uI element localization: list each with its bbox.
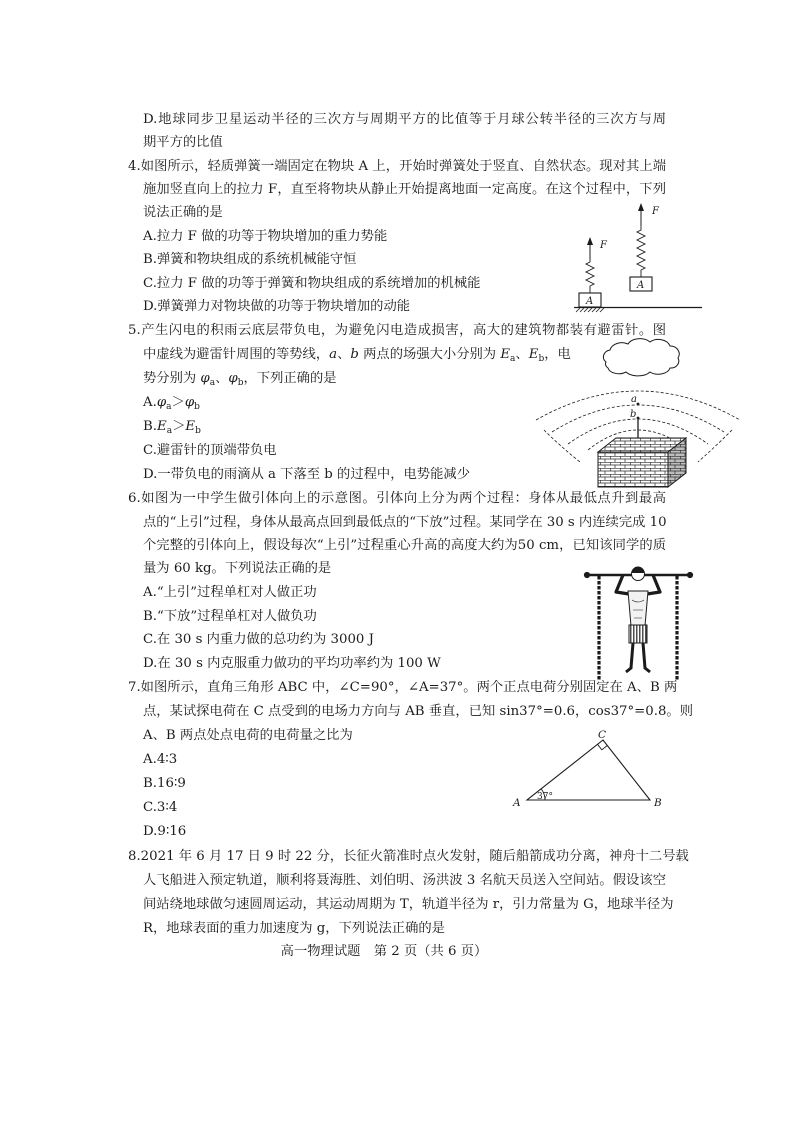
q5-option-d: D.一带负电的雨滴从 a 下落至 b 的过程中，电势能减少 [143,467,470,482]
subscript-a: a [510,354,516,364]
q4-option-d: D.弹簧弹力对物块做的功等于物块增加的动能 [143,299,411,314]
stem-text: 、 [337,347,351,362]
var-phi: φ [184,395,195,410]
option-letter: A. [143,395,157,410]
q6-stem-line-4: 量为 60 kg。下列说法正确的是 [143,561,332,576]
q7-stem-line-1: 7.如图所示，直角三角形 ABC 中，∠C=90°，∠A=37°。两个正点电荷分别固定在 A、B 两 [128,680,678,695]
q6-option-b: B.“下放”过程单杠对人做负功 [143,609,317,624]
q5-option-a [143,393,666,413]
q3-option-d-line-2: 期平方的比值 [143,135,223,150]
stem-text: 势分别为 [143,371,201,386]
stem-text: ，下列正确的是 [243,371,337,386]
vertex-a-label: A [513,797,521,809]
q6-option-c: C.在 30 s 内重力做的总功约为 3000 J [143,632,374,647]
q4-stem-line-3: 说法正确的是 [143,205,223,220]
q8-stem-line-3: 间站绕地球做匀速圆周运动，其运动周期为 T，轨道半径为 r，引力常量为 G，地球半径为 [143,897,674,912]
q4-option-c: C.拉力 F 做的功等于弹簧和物块组成的系统增加的机械能 [143,276,481,291]
vertex-b-label: B [654,797,662,809]
q5-stem-line-3 [143,369,666,389]
q6-option-a: A.“上引”过程单杠对人做正功 [143,585,317,600]
stem-text: 、 [215,371,229,386]
equipotential-line [698,430,732,462]
q3-option-d-line-1: D.地球同步卫星运动半径的三次方与周期平方的比值等于月球公转半径的三次方与周 [143,112,666,127]
q4-stem-line-1: 4.如图所示，轻质弹簧一端固定在物块 A 上，开始时弹簧处于竖直、自然状态。现对其上端 [128,159,666,174]
var-phi: φ [228,371,238,386]
q7-option-b: B.16∶9 [143,776,186,791]
subscript-a: a [209,378,216,388]
point-a-label: a [631,394,637,405]
q8-stem-line-4: R，地球表面的重力加速度为 g，下列说法正确的是 [143,921,445,936]
page-footer: 高一物理试题 第 2 页（共 6 页） [280,944,488,959]
q5-option-c: C.避雷针的顶端带负电 [143,443,277,458]
q4-option-b: B.弹簧和物块组成的系统机械能守恒 [143,252,357,267]
stem-text: 、 [515,347,529,362]
option-letter: B. [143,419,157,434]
subscript-b: b [195,426,201,436]
force-label: F [600,240,607,251]
subscript-b: b [194,402,200,412]
q7-option-c: C.3∶4 [143,800,178,815]
q4-stem-line-2: 施加竖直向上的拉力 F，直至将物块从静止开始提离地面一定高度。在这个过程中，下列 [143,182,666,197]
var-a: a [329,347,338,362]
q7-stem-line-3: A、B 两点处点电荷的电荷量之比为 [143,728,353,743]
q6-stem-line-2: 点的“上引”过程，身体从最高点回到最低点的“下放”过程。某同学在 30 s 内连续完成 10 [143,515,667,530]
force-label: F [652,206,659,217]
q6-stem-line-3: 个完整的引体向上，假设每次“上引”过程重心升高的高度大约为50 cm，已知该同学的质 [143,538,666,553]
q5-stem-line-2 [143,345,571,365]
stem-text: ，电 [544,347,571,362]
subscript-b: b [237,378,244,388]
q8-stem-line-2: 人飞船进入预定轨道，顺利将聂海胜、刘伯明、汤洪波 3 名航天员送入空间站。假设该空 [143,873,666,888]
q4-option-a: A.拉力 F 做的功等于物块增加的重力势能 [143,229,388,244]
bar-end [687,572,692,577]
subscript-a: a [166,402,172,412]
var-e: E [500,347,511,362]
var-phi: φ [156,395,167,410]
var-b: b [350,347,359,362]
q7-option-d: D.9∶16 [143,824,187,839]
vertex-c-label: C [598,729,607,741]
var-phi: φ [200,371,210,386]
stem-text: 中虚线为避雷针周围的等势线， [143,347,330,362]
q5-stem-line-1: 5.产生闪电的积雨云底层带负电，为避免闪电造成损害，高大的建筑物都装有避雷针。图 [128,323,666,338]
block-a-label: A [586,296,594,307]
q8-stem-line-1: 8.2021 年 6 月 17 日 9 时 22 分，长征火箭准时点火发射，随后船箭成功分离，神舟十二号载 [128,849,689,864]
greater-than-sign: ＞ [171,395,185,410]
q5-option-b [143,417,666,437]
subscript-a: a [166,426,173,436]
var-e: E [157,419,167,434]
q7-option-a: A.4∶3 [143,752,178,767]
block-a-label: A [637,280,645,291]
q7-stem-line-2: 点，某试探电荷在 C 点受到的电场力方向与 AB 垂直，已知 sin37°=0.6，cos37°=0.8。则 [143,704,694,719]
greater-than-sign: ＞ [172,419,186,434]
point-b-label: b [630,409,637,420]
subscript-b: b [538,354,545,364]
stem-text: 两点的场强大小分别为 [358,347,501,362]
var-e: E [528,347,539,362]
var-e: E [185,419,196,434]
angle-a-label: 37° [537,792,553,802]
q6-stem-line-1: 6.如图为一中学生做引体向上的示意图。引体向上分为两个过程：身体从最低点升到最高 [128,491,666,506]
q6-option-d: D.在 30 s 内克服重力做功的平均功率约为 100 W [143,656,441,671]
